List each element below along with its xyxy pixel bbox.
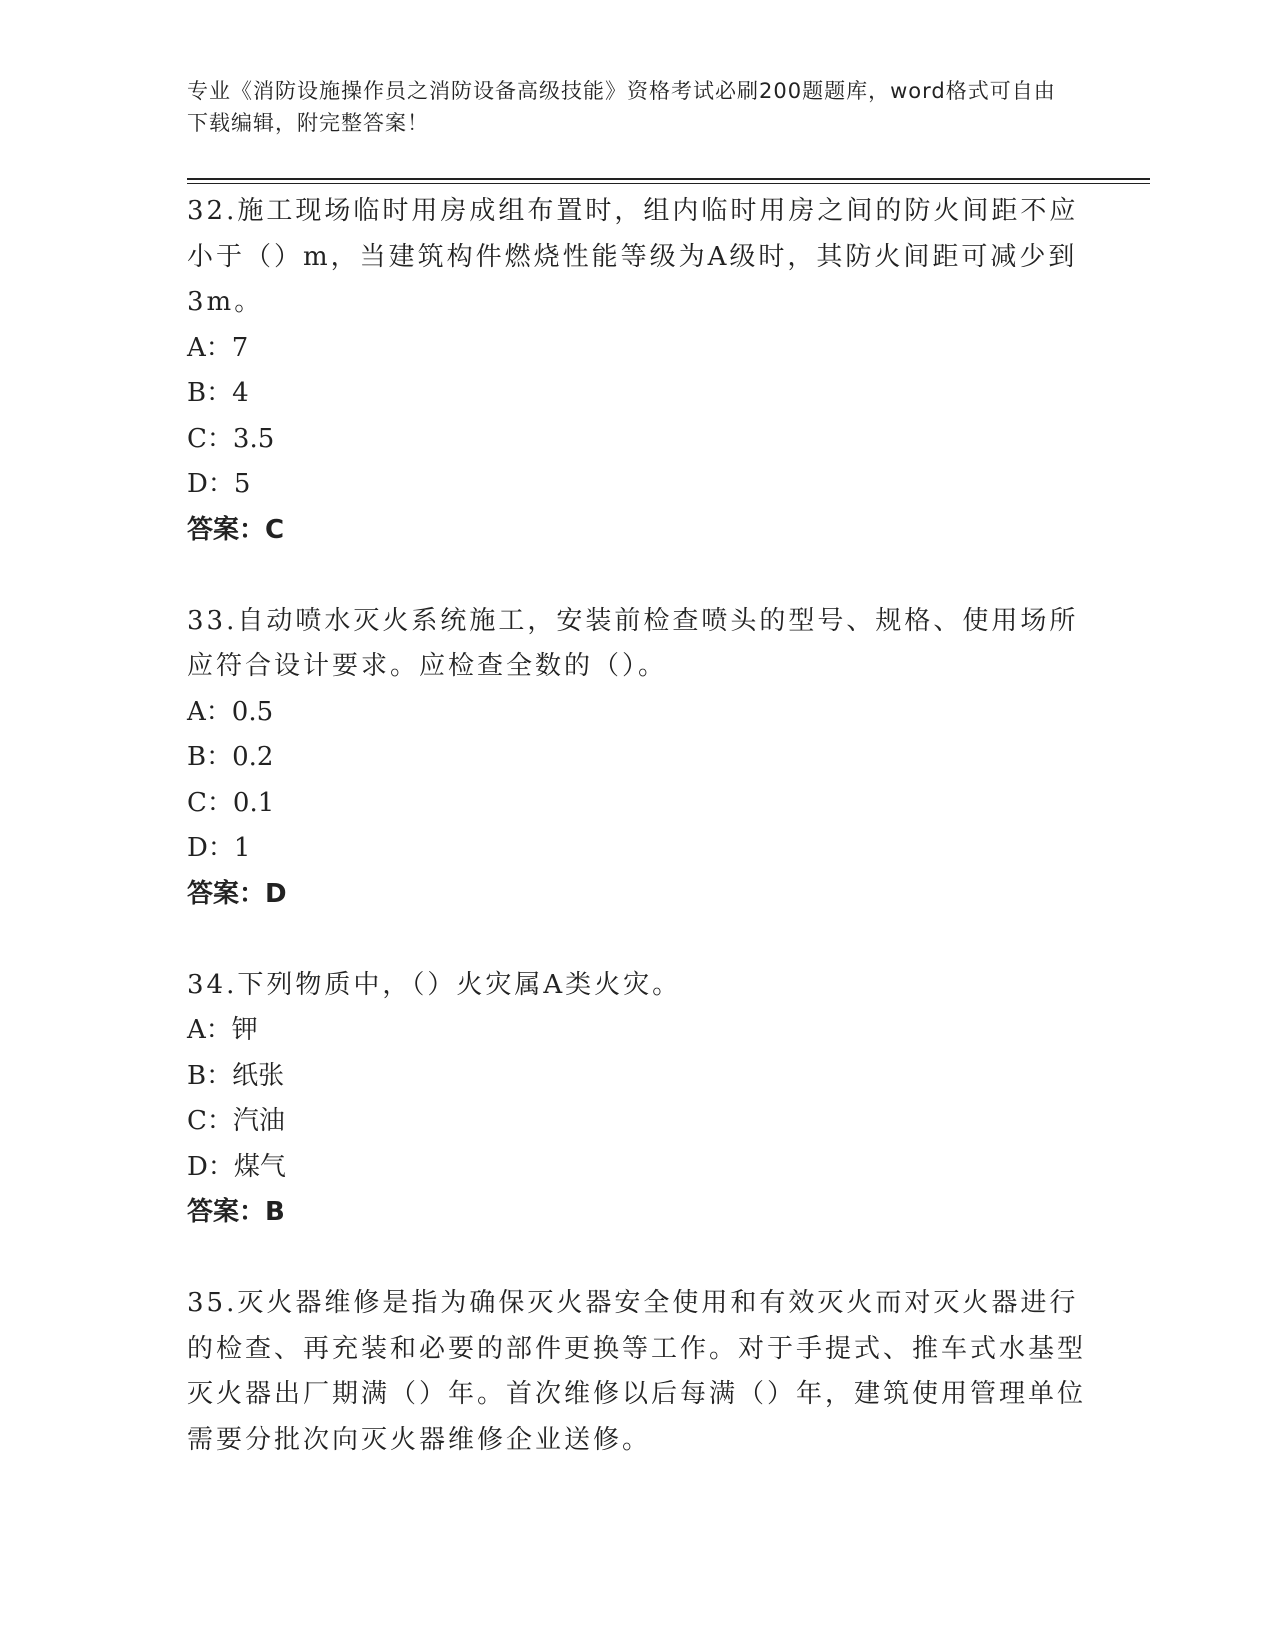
question-32 xyxy=(187,189,1087,553)
question-stem: 34.下列物质中，（）火灾属A类火灾。 xyxy=(187,969,682,1000)
answer-line: 答案：C xyxy=(187,514,285,545)
option-value: 4 xyxy=(232,378,249,408)
option-c xyxy=(187,781,1087,827)
option-value: 5 xyxy=(233,469,251,499)
option-value: 钾 xyxy=(231,1015,258,1045)
question-stem: 35.灭火器维修是指为确保灭火器安全使用和有效灭火而对灭火器进行的检查、再充装和必要的部件更换等工作。对于手提式、推车式水基型灭火器出厂期满（）年。首次维修以后每满（）年，建筑使用管理单位需要分批次向灭火器维修企业送修。 xyxy=(187,1288,1087,1455)
option-key: B： xyxy=(187,378,233,408)
option-d xyxy=(187,826,1087,872)
option-key: A： xyxy=(187,332,232,363)
option-key: D： xyxy=(187,469,234,499)
option-value: 纸张 xyxy=(232,1060,285,1091)
option-value: 0.2 xyxy=(232,742,274,772)
question-spacer xyxy=(187,553,1087,599)
option-key: C： xyxy=(187,423,233,454)
question-spacer xyxy=(187,1236,1087,1282)
option-key: D： xyxy=(187,833,234,863)
option-key: A： xyxy=(187,1015,232,1045)
question-stem: 33.自动喷水灭火系统施工，安装前检查喷头的型号、规格、使用场所应符合设计要求。应检查全数的（）。 xyxy=(187,605,1079,681)
option-key: C： xyxy=(187,1106,233,1136)
option-value: 0.1 xyxy=(232,787,275,818)
option-b xyxy=(187,371,1087,417)
option-b xyxy=(187,1054,1087,1100)
option-key: B： xyxy=(187,742,233,772)
option-a xyxy=(187,690,1087,736)
answer-line: 答案：D xyxy=(187,878,287,909)
option-a xyxy=(187,1008,1087,1054)
question-list xyxy=(187,189,1087,1463)
option-value: 汽油 xyxy=(232,1106,285,1136)
header-rule-thick xyxy=(187,178,1150,180)
document-header: 专业《消防设施操作员之消防设备高级技能》资格考试必刷200题题库，word格式可自由下载编辑，附完整答案！ xyxy=(187,79,1056,135)
option-a xyxy=(187,326,1087,372)
option-key: D： xyxy=(187,1151,234,1182)
option-d xyxy=(187,1145,1087,1191)
question-35 xyxy=(187,1281,1087,1463)
question-spacer xyxy=(187,917,1087,963)
answer-line: 答案：B xyxy=(187,1197,285,1227)
question-33 xyxy=(187,599,1087,918)
option-d xyxy=(187,462,1087,508)
option-value: 煤气 xyxy=(233,1151,286,1182)
question-stem: 32.施工现场临时用房成组布置时，组内临时用房之间的防火间距不应小于（）m，当建筑构件燃烧性能等级为A级时，其防火间距可减少到3m。 xyxy=(187,196,1079,317)
option-value: 1 xyxy=(233,833,251,863)
option-value: 3.5 xyxy=(232,423,275,454)
option-key: C： xyxy=(187,787,233,818)
option-key: B： xyxy=(187,1060,233,1091)
option-b xyxy=(187,735,1087,781)
option-key: A： xyxy=(187,696,232,727)
option-c xyxy=(187,1099,1087,1145)
option-c xyxy=(187,417,1087,463)
option-value: 0.5 xyxy=(231,696,274,727)
question-34 xyxy=(187,963,1087,1236)
option-value: 7 xyxy=(231,332,249,363)
header-rule-thin xyxy=(187,183,1150,184)
